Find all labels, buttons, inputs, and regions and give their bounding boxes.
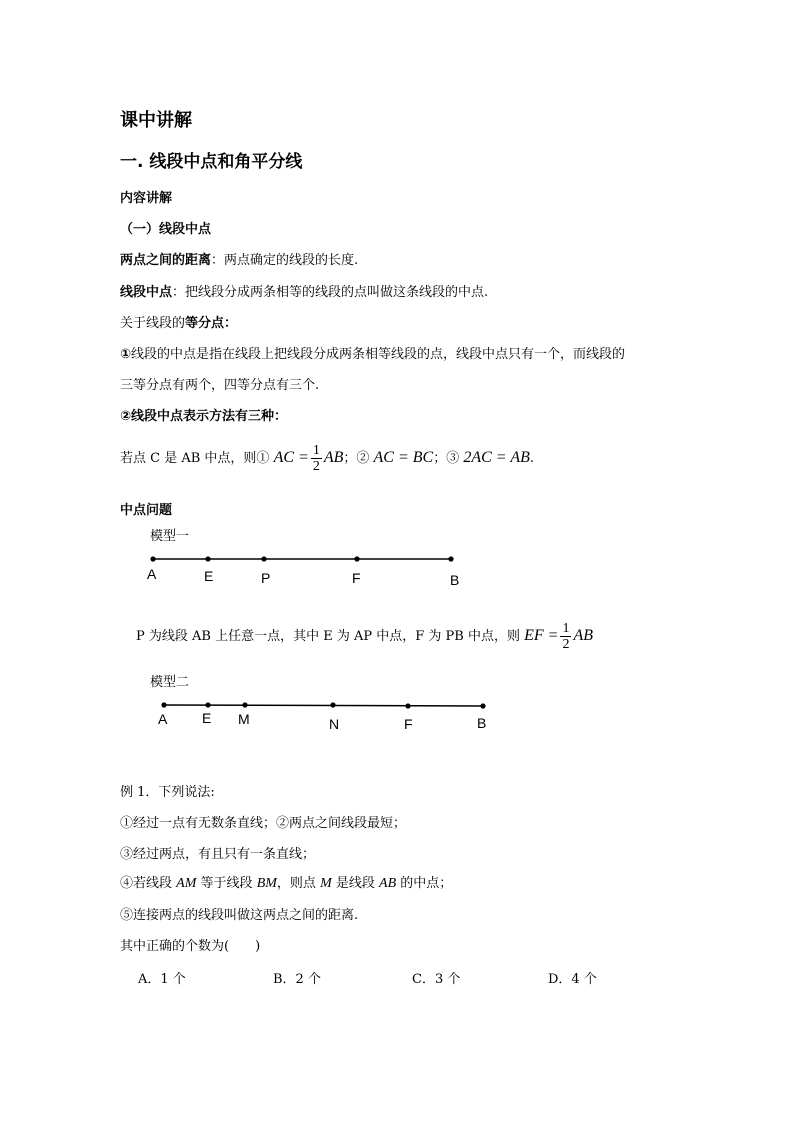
math-var: M [320, 876, 332, 891]
point-label: E [204, 568, 214, 584]
point-dot-m [242, 702, 247, 707]
model1-formula-right: AB [573, 627, 593, 644]
example-item-text: 经过两点，有且只有一条直线； [133, 847, 316, 862]
circled-marker: ① [120, 347, 132, 362]
circled-marker: ⑤ [120, 908, 134, 923]
math-var: AM [176, 876, 197, 891]
point-label: F [404, 716, 413, 732]
circled-marker: ② [120, 409, 132, 424]
point-dot-e [205, 702, 210, 707]
equal-points-prefix: 关于线段的 [120, 316, 186, 331]
point-label: N [329, 716, 340, 732]
point-dot-b [480, 703, 485, 708]
point2-text: 线段中点表示方法有三种： [131, 409, 288, 424]
option-c: C．3 个 [412, 972, 461, 987]
point-dot-a [161, 702, 166, 707]
point-dot-e [205, 556, 210, 561]
midpoint-heading: 中点问题 [120, 503, 173, 518]
definition-text: ：把线段分成两条相等的线段的点叫做这条线段的中点. [172, 285, 489, 300]
point-label: B [477, 715, 487, 731]
circled-marker: ③ [120, 847, 134, 862]
equal-points-term: 等分点 [185, 316, 225, 331]
fraction-denominator: 2 [312, 459, 320, 474]
model1-statement [136, 618, 593, 655]
chapter-title: 一. 线段中点和角平分线 [120, 152, 303, 172]
point-dot-n [330, 702, 335, 707]
point-label: F [352, 570, 361, 586]
option-a: A．1 个 [138, 972, 186, 987]
math-var: AB [379, 876, 397, 891]
equal-points-suffix: ： [224, 316, 238, 331]
option-d: D．4 个 [548, 972, 597, 987]
example-item [120, 812, 406, 831]
point-label: A [158, 711, 168, 727]
point-dot-p [261, 556, 266, 561]
definition-term: 线段中点 [120, 285, 173, 300]
example-item [120, 872, 452, 892]
point-dot-f [354, 556, 359, 561]
example-item [120, 904, 358, 923]
point-dot-a [150, 556, 155, 561]
fraction-numerator: 1 [312, 443, 320, 458]
option-b: B．2 个 [273, 972, 321, 987]
definition-term: 两点之间的距离 [120, 253, 212, 268]
formula-2: AC = BC [373, 449, 434, 466]
math-var: BM [256, 876, 277, 891]
point-label: P [261, 570, 271, 586]
model1-statement-text: P 为线段 AB 上任意一点，其中 E 为 AP 中点，F 为 PB 中点，则 [136, 629, 520, 644]
circled-marker: ④ [120, 876, 134, 891]
formula-separator: ；② [343, 451, 370, 466]
example-item-text: 连接两点的线段叫做这两点之间的距离. [133, 908, 359, 923]
example-item-text: 若线段 [133, 876, 173, 891]
sub-heading: （一）线段中点 [120, 222, 212, 237]
formula-prefix: 若点 C 是 AB 中点，则① [120, 451, 270, 466]
point-label: E [202, 710, 212, 726]
example-intro: 例 1．下列说法: [120, 785, 215, 800]
point-dot-f [405, 703, 410, 708]
fraction-denominator: 2 [562, 637, 570, 652]
model2-title: 模型二 [150, 675, 190, 690]
example-item-text: 等于线段 [200, 876, 253, 891]
definition-text: ：两点确定的线段的长度. [211, 253, 359, 268]
example-item-text: 经过一点有无数条直线；②两点之间线段最短； [133, 816, 407, 831]
formula-separator: ；③ [433, 451, 460, 466]
circled-marker: ① [120, 816, 134, 831]
point1-text: 线段的中点是指在线段上把线段分成两条相等线段的点，线段中点只有一个，而线段的 [131, 347, 626, 362]
point-label: A [147, 566, 157, 582]
formula-end: . [529, 451, 534, 466]
example-item [120, 843, 315, 862]
segment-ab-model2 [164, 705, 483, 706]
section-title: 课中讲解 [120, 110, 192, 131]
example-item-text: 是线段 [335, 876, 375, 891]
fraction-half [560, 621, 571, 652]
point1-line2: 三等分点有两个，四等分点有三个. [120, 378, 320, 393]
example-item-text: 的中点； [400, 876, 453, 891]
example-question: 其中正确的个数为( ) [120, 939, 261, 954]
point-label: B [450, 572, 460, 588]
example-item-text: ，则点 [276, 876, 316, 891]
content-heading: 内容讲解 [120, 191, 173, 206]
point-label: M [238, 711, 250, 727]
formula-3: 2AC = AB [463, 449, 530, 466]
model1-formula-left: EF = [524, 627, 559, 644]
model1-title: 模型一 [150, 529, 190, 544]
point-dot-b [448, 556, 453, 561]
fraction-numerator: 1 [562, 621, 570, 636]
formula-1-right: AB [323, 449, 344, 466]
formula-1-left: AC = [273, 449, 309, 466]
